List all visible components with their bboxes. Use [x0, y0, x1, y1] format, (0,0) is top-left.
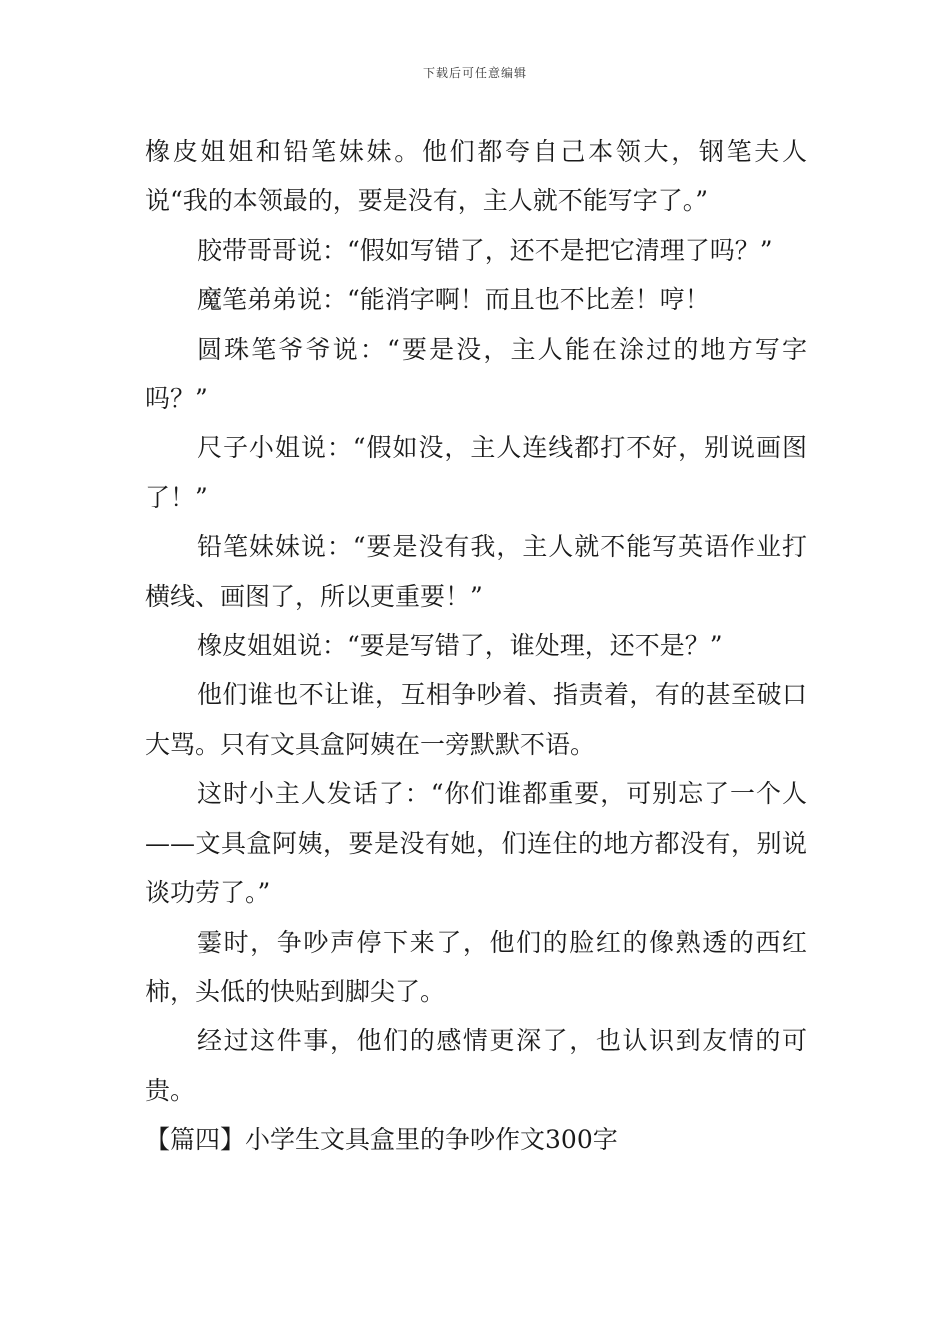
paragraph-3: 魔笔弟弟说：“能消字啊！而且也不比差！哼！	[197, 285, 710, 315]
paragraph-5: 尺子小姐说：“假如没，主人连线都打不好，别说画图了！”	[145, 433, 807, 512]
paragraph-10: 霎时，争吵声停下来了，他们的脸红的像熟透的西红柿，头低的快贴到脚尖了。	[145, 927, 807, 1006]
paragraph-11: 经过这件事，他们的感情更深了，也认识到友情的可贵。	[145, 1026, 807, 1105]
body-text	[145, 127, 807, 1165]
header-note: 下载后可任意编辑	[422, 66, 527, 80]
paragraph-7: 橡皮姐姐说：“要是写错了，谁处理，还不是？”	[197, 631, 723, 661]
paragraph-8: 他们谁也不让谁，互相争吵着、指责着，有的甚至破口大骂。只有文具盒阿姨在一旁默默不语。	[145, 680, 807, 759]
paragraph-6: 铅笔妹妹说：“要是没有我，主人就不能写英语作业打横线、画图了，所以更重要！”	[145, 532, 807, 611]
paragraph-4: 圆珠笔爷爷说：“要是没，主人能在涂过的地方写字吗？”	[145, 334, 807, 414]
paragraph-2: 胶带哥哥说：“假如写错了，还不是把它清理了吗？”	[197, 235, 773, 265]
paragraph-9: 这时小主人发话了：“你们谁都重要，可别忘了一个人——文具盒阿姨，要是没有她，们连住的地方都没有，别说谈功劳了。”	[145, 779, 807, 908]
paragraph-1: 橡皮姐姐和铅笔妹妹。他们都夸自己本领大，钢笔夫人说“我的本领最的，要是没有，主人就不能写字了。”	[145, 137, 807, 216]
section-heading: 【篇四】小学生文具盒里的争吵作文300字	[145, 1125, 618, 1155]
